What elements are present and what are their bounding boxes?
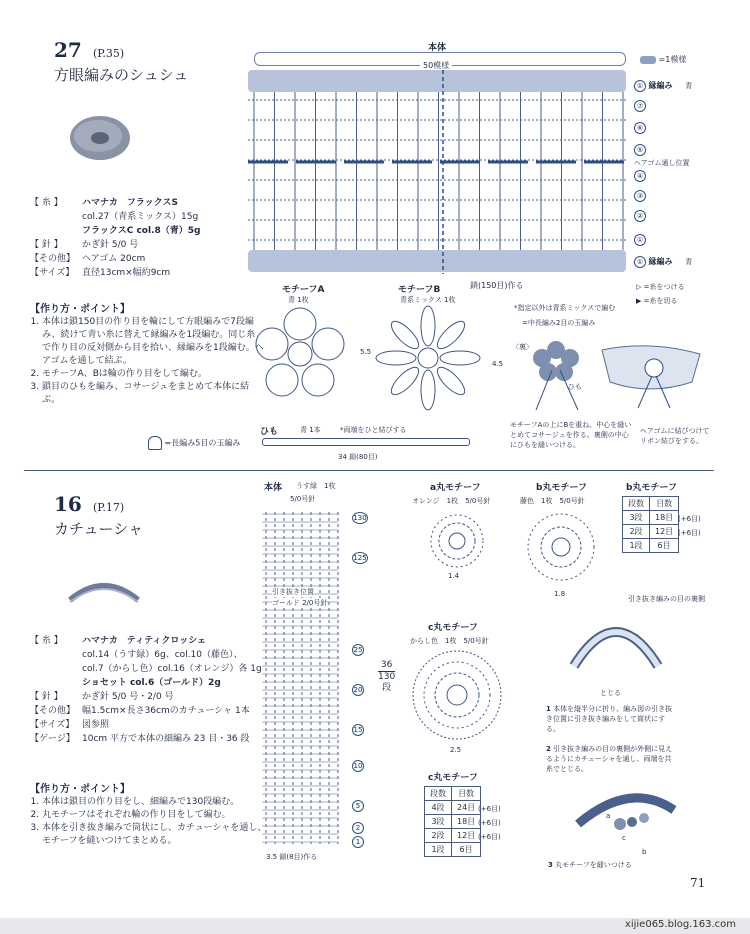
p27-cord-note: *両端をひと結びする [340, 426, 407, 434]
p16-instr3: 3 丸モチーフを縫いつける [548, 861, 632, 869]
p27-motifB-title: モチーフB [398, 285, 441, 295]
p16-number: 16 [54, 492, 82, 516]
p27-dim-45: 4.5 [492, 360, 504, 368]
p16-c-motif [410, 648, 504, 742]
p27-number: 27 [54, 38, 82, 62]
p27-scrunchie-photo [68, 112, 132, 164]
p27-span-label: 50模様 [420, 60, 452, 71]
p27-one-pattern: =1模様 [640, 54, 686, 65]
p16-b-sub: 藤色 1枚 5/0号針 [520, 497, 585, 505]
section-divider [24, 470, 714, 471]
p16-c-title: c丸モチーフ [428, 623, 478, 633]
p27-cut-legend: ▶ =糸を切る [636, 297, 678, 305]
p27-note-color: *指定以外は青系ミックスで編む [514, 304, 616, 312]
p27-bobble-legend: =長編み5目の玉編み [148, 436, 240, 450]
p16-c-table: 段数 目数 4段 24目 3段 18目 2段 12目 1段 6目 [424, 786, 481, 857]
p16-b-inc-1: (+6目) [678, 515, 701, 523]
p16-length: 36 130 段 [378, 660, 396, 693]
p27-specs: 【 糸 】 ハマナカ フラックスS col.27（青系ミックス）15g フラックスC col.8（青）5g 【 針 】 かぎ針 5/0 号 【その他】 ヘアゴム 20cm 【サイズ】 直径13cm×幅約9cm [30, 198, 201, 278]
p16-c-dim: 2.5 [450, 746, 462, 754]
p16-instr1: 1 本体を縦半分に折り、編み図の引き抜き位置に引き抜き編みをして筒状にする。 [546, 705, 673, 733]
p16-a-motif [428, 512, 486, 570]
p16-headband-photo [64, 570, 144, 612]
p16-band-close: とじる [600, 689, 621, 697]
p16-c-sub: からし色 1枚 5/0号針 [410, 637, 489, 645]
p16-b-dim: 1.8 [554, 590, 566, 598]
p27-note-puff: =中長編み2目の玉編み [522, 319, 596, 327]
footer-url: xijie065.blog.163.com [624, 919, 736, 930]
p27-attach-legend: ▷ =糸をつける [636, 283, 685, 291]
p16-b-title: b丸モチーフ [536, 483, 587, 493]
p27-back-label: 〈裏〉 [512, 343, 533, 351]
p16-a-title: a丸モチーフ [430, 483, 481, 493]
p16-body-hook: 5/0号針 [290, 495, 316, 503]
page-number: 71 [690, 876, 706, 890]
p16-instr2: 2 引き抜き編みの目の裏側が外側に見えるようにカチューシャを通し、両端を共糸でとじる。 [546, 745, 673, 773]
p16-c-inc-2: (+6目) [478, 819, 501, 827]
p27-steps: 1. 本体は鎖150目の作り目を輪にして方眼編みで7段編み、続けて青い糸に替えて縁編みを1段編む。同じ糸で作り目の反対側から目を拾い、縁編みを1段編む。ヘアゴムを通して結ぶ。 2. モチーフA、Bは輪の作り目をして編む。 3. 鎖目のひもを編み、コサージュをまとめて本体に結ぶ。 [28, 316, 264, 407]
p27-cord-chain [262, 438, 470, 446]
p27-cord-title: ひも [260, 427, 279, 437]
p16-band-note-top: 引き抜き編みの目の裏側 [628, 595, 705, 603]
p16-b-table: 段数 目数 3段 18目 2段 12目 1段 6目 [622, 496, 679, 553]
p27-pageref: (P.35) [92, 47, 125, 60]
p27-body-chart [248, 70, 628, 274]
p27-motifA-title: モチーフA [282, 285, 325, 295]
p27-motifA-sub: 青 1枚 [288, 296, 309, 304]
p27-cord-label: ひも [568, 383, 582, 391]
p16-base: 3.5 鎖(8目)作る [266, 853, 318, 861]
p27-rubber-note: ヘアゴムに結びつけてリボン結びをする。 [640, 427, 710, 445]
p27-title: 方眼編みのシュシュ [54, 66, 189, 84]
p16-specs: 【 糸 】 ハマナカ ティティクロッシェ col.14（うす緑）6g、col.10（藤色）、 col.7（からし色）col.16（オレンジ）各 1g ショセット col.6（ゴールド）2g 【 針 】 かぎ針 5/0 号・2/0 号 【その他】 幅1.5cm×長さ36cmのカチューシャ 1本 【サイズ】 図参照 【ゲージ】 10cm 平方で本体の細編み 23 目・36 段 [30, 636, 262, 744]
p16-c-inc-3: (+6目) [478, 833, 501, 841]
p27-body-title: 本体 [428, 43, 447, 53]
p27-cord-sub: 青 1本 [300, 426, 321, 434]
p16-b-inc-2: (+6目) [678, 529, 701, 537]
p16-pageref: (P.17) [92, 501, 125, 514]
p16-a-dim: 1.4 [448, 572, 460, 580]
p16-label-a: a [606, 812, 611, 820]
p16-label-c: c [622, 834, 626, 842]
p27-howto-title: 【作り方・ポイント】 [30, 304, 130, 315]
p16-band-illustration [566, 608, 666, 688]
p16-body-chart [260, 508, 340, 848]
p16-label-b: b [642, 848, 647, 856]
p27-cosage-note: モチーフAの上にBを重ね、中心を縫いとめてコサージュを作る。裏側の中心にひもを縫いつける。 [510, 421, 632, 449]
p16-body-sub: うす緑 1枚 [296, 482, 336, 490]
p16-header [54, 492, 124, 516]
p27-cosage-illustration [530, 336, 706, 416]
p16-slip-sub: ゴールド 2/0号針 [272, 599, 328, 607]
p16-body-title: 本体 [264, 483, 283, 493]
p16-slip-label: 引き抜き位置 [272, 588, 314, 596]
p27-motif-diagrams [250, 304, 500, 414]
p16-steps: 1. 本体は鎖目の作り目をし、細編みで130段編む。 2. 丸モチーフはそれぞれ輪の作り目をして編む。 3. 本体を引き抜き編みで筒状にし、カチューシャを通し、モチーフを縫いつけてまとめる。 [28, 796, 268, 848]
p16-title: カチューシャ [54, 520, 143, 538]
p16-a-sub: オレンジ 1枚 5/0号針 [412, 497, 491, 505]
p16-c-inc-1: (+6目) [478, 805, 501, 813]
p16-c-table-title: c丸モチーフ [428, 773, 478, 783]
p27-chain-label: 鎖(150目)作る [470, 281, 524, 290]
p27-header [54, 38, 124, 62]
p27-cord-dim: 34 鎖(80目) [338, 453, 378, 461]
p27-dim-55: 5.5 [360, 348, 372, 356]
p16-howto-title: 【作り方・ポイント】 [30, 784, 130, 795]
p16-b-motif [524, 510, 598, 584]
p27-motifB-sub: 青系ミックス 1枚 [400, 296, 456, 304]
p16-b-table-title: b丸モチーフ [626, 483, 677, 493]
